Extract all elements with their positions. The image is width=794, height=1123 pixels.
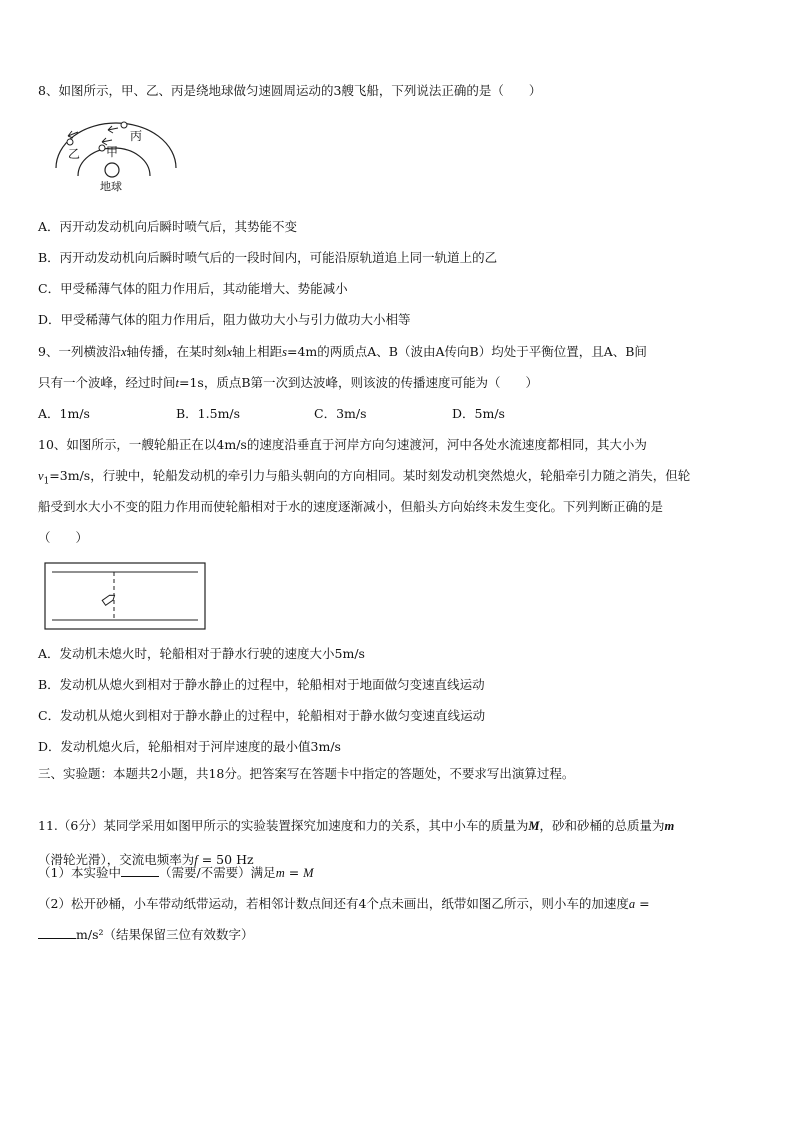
- q9-option-d: D．5m/s: [452, 406, 505, 421]
- q11-answer-blank-1[interactable]: [121, 864, 159, 877]
- q10-option-c: C．发动机从熄火到相对于静水静止的过程中，轮船相对于静水做匀变速直线运动: [38, 708, 486, 723]
- q10-line-2: $v_1=3m/s$，行驶中，轮船发动机的牵引力与船头朝向的方向相同。某时刻发动机突然熄火，轮船牵引力随之消失，但轮: [38, 468, 691, 487]
- q11-part-2: （2）松开砂桶，小车带动纸带运动，若相邻计数点间还有4个点未画出，纸带如图乙所示，则小车的加速度a =: [38, 896, 650, 911]
- q11-line-1: 11.（6分）某同学采用如图甲所示的实验装置探究加速度和力的关系，其中小车的质量为M，砂和砂桶的总质量为m: [38, 818, 675, 833]
- q10-option-d: D．发动机熄火后，轮船相对于河岸速度的最小值3m/s: [38, 739, 341, 754]
- q10-option-a: A．发动机未熄火时，轮船相对于静水行驶的速度大小5m/s: [38, 646, 365, 661]
- satellite-yi: [67, 139, 73, 145]
- arrow-bing: [108, 126, 118, 133]
- q10-river-figure: [44, 562, 208, 634]
- q8-orbit-figure: [50, 116, 190, 196]
- section-3-heading: 三、实验题：本题共2小题，共18分。把答案写在答题卡中指定的答题处，不要求写出演算过程。: [38, 766, 575, 781]
- q11-part-1: （1）本实验中 （需要/不需要）满足m = M: [38, 865, 314, 880]
- q8-option-d: D．甲受稀薄气体的阻力作用后，阻力做功大小与引力做功大小相等: [38, 312, 411, 327]
- arrow-jia: [102, 138, 112, 145]
- satellite-bing: [121, 122, 127, 128]
- q8-option-a: A．丙开动发动机向后瞬时喷气后，其势能不变: [38, 219, 298, 234]
- q9-option-a: A．1m/s: [38, 406, 90, 421]
- satellite-jia: [99, 145, 105, 151]
- q9-line-1: 9、一列横波沿x轴传播，在某时刻x轴上相距s=4m的两质点A、B（波由A传向B）均处于平衡位置，且A、B间: [38, 344, 647, 359]
- river-frame: [45, 563, 205, 629]
- q10-option-b: B．发动机从熄火到相对于静水静止的过程中，轮船相对于地面做匀变速直线运动: [38, 677, 485, 692]
- q10-line-3: 船受到水大小不变的阻力作用而使轮船相对于水的速度逐渐减小，但船头方向始终未发生变化。下列判断正确的是: [38, 499, 664, 514]
- q10-line-1: 10、如图所示，一艘轮船正在以4m/s的速度沿垂直于河岸方向匀速渡河，河中各处水流速度都相同，其大小为: [38, 437, 647, 452]
- q11-part-2-answer: m/s²（结果保留三位有效数字）: [38, 926, 254, 944]
- earth-icon: [105, 163, 119, 177]
- label-yi: 乙: [68, 147, 81, 161]
- q8-option-b: B．丙开动发动机向后瞬时喷气后的一段时间内，可能沿原轨道追上同一轨道上的乙: [38, 250, 498, 265]
- q9-option-c: C．3m/s: [314, 406, 367, 421]
- label-jia: 甲: [106, 145, 119, 159]
- q9-option-b: B．1.5m/s: [176, 406, 241, 421]
- label-earth: 地球: [100, 180, 122, 193]
- q8-stem: 8、如图所示，甲、乙、丙是绕地球做匀速圆周运动的3艘飞船，下列说法正确的是（ ）: [38, 83, 542, 98]
- q9-options: [38, 405, 505, 423]
- q9-line-2: 只有一个波峰，经过时间t=1s，质点B第一次到达波峰，则该波的传播速度可能为（ ）: [38, 375, 539, 390]
- q8-option-c: C．甲受稀薄气体的阻力作用后，其动能增大、势能减小: [38, 281, 348, 296]
- q11-line-2: （滑轮光滑），交流电频率为f = 50 Hz: [38, 852, 254, 867]
- label-bing: 丙: [130, 129, 143, 143]
- q10-line-4: （ ）: [38, 530, 89, 545]
- q11-answer-blank-2[interactable]: [38, 926, 76, 939]
